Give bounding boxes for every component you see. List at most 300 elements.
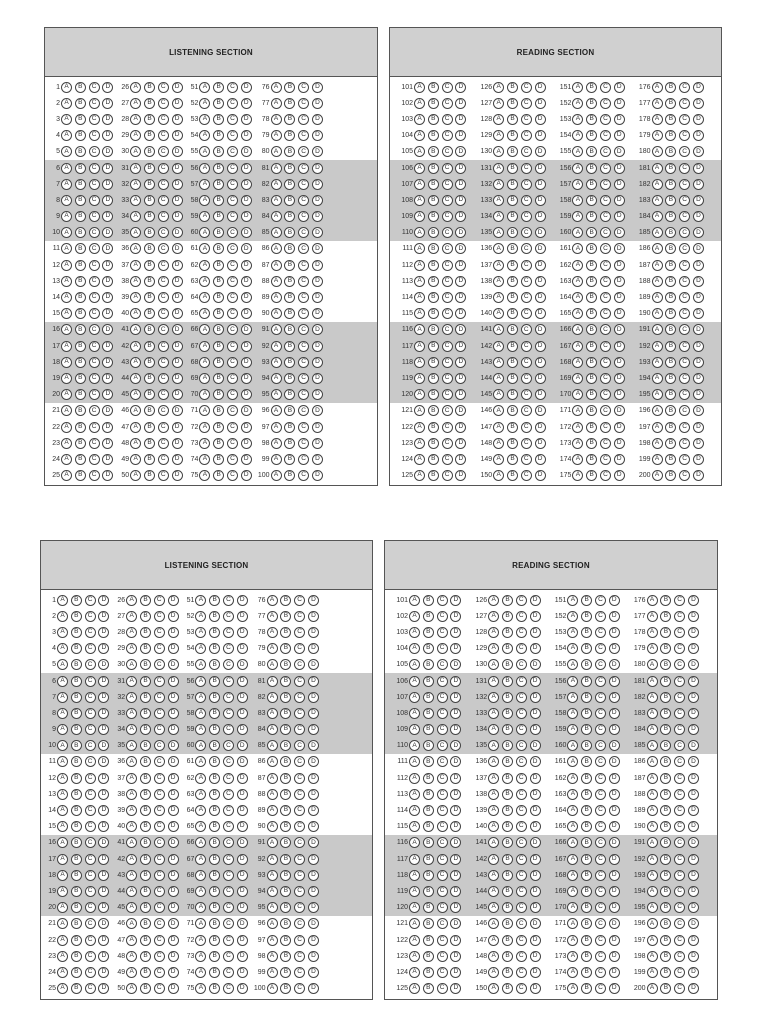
answer-bubble-a[interactable]: A [409, 708, 420, 719]
answer-bubble-b[interactable]: B [284, 114, 295, 125]
answer-bubble-c[interactable]: C [674, 821, 685, 832]
answer-bubble-c[interactable]: C [223, 627, 234, 638]
answer-bubble-d[interactable]: D [450, 773, 461, 784]
answer-bubble-a[interactable]: A [409, 595, 420, 606]
answer-bubble-c[interactable]: C [89, 324, 100, 335]
answer-bubble-d[interactable]: D [688, 659, 699, 670]
answer-bubble-d[interactable]: D [168, 708, 179, 719]
answer-bubble-a[interactable]: A [572, 292, 583, 303]
answer-bubble-a[interactable]: A [199, 389, 210, 400]
answer-bubble-b[interactable]: B [581, 837, 592, 848]
answer-bubble-b[interactable]: B [284, 82, 295, 93]
answer-bubble-d[interactable]: D [455, 324, 466, 335]
answer-bubble-d[interactable]: D [693, 98, 704, 109]
answer-bubble-d[interactable]: D [609, 967, 620, 978]
answer-bubble-a[interactable]: A [57, 967, 68, 978]
answer-bubble-d[interactable]: D [609, 902, 620, 913]
answer-bubble-b[interactable]: B [209, 870, 220, 881]
answer-bubble-c[interactable]: C [437, 740, 448, 751]
answer-bubble-a[interactable]: A [567, 756, 578, 767]
answer-bubble-c[interactable]: C [158, 324, 169, 335]
answer-bubble-a[interactable]: A [199, 179, 210, 190]
answer-bubble-c[interactable]: C [154, 595, 165, 606]
answer-bubble-b[interactable]: B [71, 740, 82, 751]
answer-bubble-c[interactable]: C [600, 438, 611, 449]
answer-bubble-c[interactable]: C [521, 146, 532, 157]
answer-bubble-d[interactable]: D [450, 643, 461, 654]
answer-bubble-d[interactable]: D [308, 692, 319, 703]
answer-bubble-b[interactable]: B [665, 243, 676, 254]
answer-bubble-a[interactable]: A [493, 324, 504, 335]
answer-bubble-c[interactable]: C [595, 659, 606, 670]
answer-bubble-b[interactable]: B [280, 789, 291, 800]
answer-bubble-c[interactable]: C [595, 935, 606, 946]
answer-bubble-a[interactable]: A [126, 773, 137, 784]
answer-bubble-a[interactable]: A [199, 373, 210, 384]
answer-bubble-c[interactable]: C [227, 308, 238, 319]
answer-bubble-b[interactable]: B [665, 422, 676, 433]
answer-bubble-d[interactable]: D [535, 422, 546, 433]
answer-bubble-c[interactable]: C [294, 724, 305, 735]
answer-bubble-d[interactable]: D [308, 821, 319, 832]
answer-bubble-a[interactable]: A [130, 130, 141, 141]
answer-bubble-a[interactable]: A [493, 227, 504, 238]
answer-bubble-b[interactable]: B [75, 82, 86, 93]
answer-bubble-a[interactable]: A [488, 902, 499, 913]
answer-bubble-a[interactable]: A [414, 292, 425, 303]
answer-bubble-c[interactable]: C [679, 276, 690, 287]
answer-bubble-c[interactable]: C [298, 98, 309, 109]
answer-bubble-d[interactable]: D [688, 951, 699, 962]
answer-bubble-c[interactable]: C [154, 708, 165, 719]
answer-bubble-b[interactable]: B [140, 740, 151, 751]
answer-bubble-d[interactable]: D [241, 163, 252, 174]
answer-bubble-b[interactable]: B [428, 454, 439, 465]
answer-bubble-d[interactable]: D [693, 357, 704, 368]
answer-bubble-c[interactable]: C [679, 470, 690, 481]
answer-bubble-b[interactable]: B [209, 708, 220, 719]
answer-bubble-c[interactable]: C [437, 627, 448, 638]
answer-bubble-b[interactable]: B [144, 357, 155, 368]
answer-bubble-c[interactable]: C [154, 983, 165, 994]
answer-bubble-d[interactable]: D [312, 422, 323, 433]
answer-bubble-c[interactable]: C [442, 389, 453, 400]
answer-bubble-b[interactable]: B [71, 773, 82, 784]
answer-bubble-a[interactable]: A [567, 659, 578, 670]
answer-bubble-a[interactable]: A [61, 227, 72, 238]
answer-bubble-b[interactable]: B [213, 308, 224, 319]
answer-bubble-b[interactable]: B [213, 195, 224, 206]
answer-bubble-b[interactable]: B [502, 821, 513, 832]
answer-bubble-b[interactable]: B [581, 935, 592, 946]
answer-bubble-d[interactable]: D [530, 854, 541, 865]
answer-bubble-d[interactable]: D [312, 211, 323, 222]
answer-bubble-a[interactable]: A [647, 854, 658, 865]
answer-bubble-a[interactable]: A [130, 227, 141, 238]
answer-bubble-a[interactable]: A [126, 902, 137, 913]
answer-bubble-c[interactable]: C [442, 470, 453, 481]
answer-bubble-d[interactable]: D [237, 756, 248, 767]
answer-bubble-a[interactable]: A [126, 789, 137, 800]
answer-bubble-a[interactable]: A [572, 260, 583, 271]
answer-bubble-c[interactable]: C [516, 789, 527, 800]
answer-bubble-d[interactable]: D [609, 805, 620, 816]
answer-bubble-c[interactable]: C [89, 422, 100, 433]
answer-bubble-c[interactable]: C [227, 405, 238, 416]
answer-bubble-b[interactable]: B [428, 276, 439, 287]
answer-bubble-c[interactable]: C [298, 308, 309, 319]
answer-bubble-b[interactable]: B [507, 373, 518, 384]
answer-bubble-a[interactable]: A [414, 82, 425, 93]
answer-bubble-a[interactable]: A [126, 756, 137, 767]
answer-bubble-c[interactable]: C [294, 886, 305, 897]
answer-bubble-d[interactable]: D [450, 676, 461, 687]
answer-bubble-d[interactable]: D [530, 627, 541, 638]
answer-bubble-d[interactable]: D [688, 870, 699, 881]
answer-bubble-d[interactable]: D [98, 627, 109, 638]
answer-bubble-c[interactable]: C [521, 341, 532, 352]
answer-bubble-b[interactable]: B [665, 276, 676, 287]
answer-bubble-c[interactable]: C [294, 595, 305, 606]
answer-bubble-d[interactable]: D [241, 341, 252, 352]
answer-bubble-b[interactable]: B [586, 373, 597, 384]
answer-bubble-d[interactable]: D [98, 676, 109, 687]
answer-bubble-b[interactable]: B [423, 692, 434, 703]
answer-bubble-d[interactable]: D [168, 951, 179, 962]
answer-bubble-d[interactable]: D [688, 692, 699, 703]
answer-bubble-c[interactable]: C [158, 422, 169, 433]
answer-bubble-d[interactable]: D [172, 308, 183, 319]
answer-bubble-b[interactable]: B [284, 454, 295, 465]
answer-bubble-d[interactable]: D [455, 422, 466, 433]
answer-bubble-a[interactable]: A [414, 470, 425, 481]
answer-bubble-c[interactable]: C [595, 611, 606, 622]
answer-bubble-b[interactable]: B [75, 179, 86, 190]
answer-bubble-a[interactable]: A [199, 438, 210, 449]
answer-bubble-a[interactable]: A [488, 627, 499, 638]
answer-bubble-a[interactable]: A [57, 951, 68, 962]
answer-bubble-d[interactable]: D [312, 308, 323, 319]
answer-bubble-b[interactable]: B [507, 179, 518, 190]
answer-bubble-a[interactable]: A [493, 276, 504, 287]
answer-bubble-c[interactable]: C [674, 789, 685, 800]
answer-bubble-c[interactable]: C [516, 659, 527, 670]
answer-bubble-c[interactable]: C [595, 902, 606, 913]
answer-bubble-d[interactable]: D [688, 886, 699, 897]
answer-bubble-c[interactable]: C [294, 756, 305, 767]
answer-bubble-a[interactable]: A [199, 243, 210, 254]
answer-bubble-d[interactable]: D [614, 373, 625, 384]
answer-bubble-c[interactable]: C [600, 454, 611, 465]
answer-bubble-b[interactable]: B [660, 789, 671, 800]
answer-bubble-b[interactable]: B [428, 98, 439, 109]
answer-bubble-c[interactable]: C [223, 692, 234, 703]
answer-bubble-c[interactable]: C [227, 260, 238, 271]
answer-bubble-b[interactable]: B [428, 243, 439, 254]
answer-bubble-b[interactable]: B [280, 902, 291, 913]
answer-bubble-c[interactable]: C [442, 292, 453, 303]
answer-bubble-a[interactable]: A [126, 837, 137, 848]
answer-bubble-c[interactable]: C [679, 114, 690, 125]
answer-bubble-c[interactable]: C [521, 211, 532, 222]
answer-bubble-d[interactable]: D [102, 357, 113, 368]
answer-bubble-b[interactable]: B [660, 756, 671, 767]
answer-bubble-d[interactable]: D [693, 276, 704, 287]
answer-bubble-a[interactable]: A [195, 902, 206, 913]
answer-bubble-d[interactable]: D [530, 935, 541, 946]
answer-bubble-b[interactable]: B [140, 611, 151, 622]
answer-bubble-b[interactable]: B [428, 179, 439, 190]
answer-bubble-a[interactable]: A [493, 292, 504, 303]
answer-bubble-b[interactable]: B [660, 773, 671, 784]
answer-bubble-a[interactable]: A [195, 708, 206, 719]
answer-bubble-c[interactable]: C [85, 611, 96, 622]
answer-bubble-c[interactable]: C [679, 438, 690, 449]
answer-bubble-b[interactable]: B [586, 324, 597, 335]
answer-bubble-a[interactable]: A [61, 82, 72, 93]
answer-bubble-a[interactable]: A [488, 886, 499, 897]
answer-bubble-b[interactable]: B [660, 902, 671, 913]
answer-bubble-d[interactable]: D [535, 470, 546, 481]
answer-bubble-a[interactable]: A [572, 130, 583, 141]
answer-bubble-a[interactable]: A [409, 627, 420, 638]
answer-bubble-d[interactable]: D [455, 438, 466, 449]
answer-bubble-c[interactable]: C [227, 276, 238, 287]
answer-bubble-c[interactable]: C [679, 260, 690, 271]
answer-bubble-c[interactable]: C [298, 357, 309, 368]
answer-bubble-b[interactable]: B [75, 195, 86, 206]
answer-bubble-c[interactable]: C [674, 756, 685, 767]
answer-bubble-c[interactable]: C [600, 422, 611, 433]
answer-bubble-b[interactable]: B [581, 627, 592, 638]
answer-bubble-d[interactable]: D [312, 243, 323, 254]
answer-bubble-d[interactable]: D [450, 611, 461, 622]
answer-bubble-c[interactable]: C [227, 470, 238, 481]
answer-bubble-c[interactable]: C [298, 292, 309, 303]
answer-bubble-c[interactable]: C [437, 756, 448, 767]
answer-bubble-a[interactable]: A [195, 773, 206, 784]
answer-bubble-b[interactable]: B [144, 227, 155, 238]
answer-bubble-d[interactable]: D [172, 341, 183, 352]
answer-bubble-d[interactable]: D [237, 854, 248, 865]
answer-bubble-c[interactable]: C [298, 146, 309, 157]
answer-bubble-d[interactable]: D [308, 595, 319, 606]
answer-bubble-c[interactable]: C [679, 163, 690, 174]
answer-bubble-c[interactable]: C [516, 708, 527, 719]
answer-bubble-c[interactable]: C [158, 357, 169, 368]
answer-bubble-d[interactable]: D [609, 789, 620, 800]
answer-bubble-c[interactable]: C [600, 260, 611, 271]
answer-bubble-a[interactable]: A [652, 292, 663, 303]
answer-bubble-a[interactable]: A [652, 324, 663, 335]
answer-bubble-a[interactable]: A [195, 643, 206, 654]
answer-bubble-b[interactable]: B [581, 692, 592, 703]
answer-bubble-d[interactable]: D [172, 98, 183, 109]
answer-bubble-d[interactable]: D [168, 805, 179, 816]
answer-bubble-a[interactable]: A [652, 422, 663, 433]
answer-bubble-b[interactable]: B [502, 967, 513, 978]
answer-bubble-a[interactable]: A [567, 611, 578, 622]
answer-bubble-a[interactable]: A [267, 676, 278, 687]
answer-bubble-c[interactable]: C [89, 130, 100, 141]
answer-bubble-b[interactable]: B [586, 422, 597, 433]
answer-bubble-d[interactable]: D [172, 357, 183, 368]
answer-bubble-d[interactable]: D [693, 292, 704, 303]
answer-bubble-b[interactable]: B [507, 243, 518, 254]
answer-bubble-d[interactable]: D [609, 627, 620, 638]
answer-bubble-a[interactable]: A [61, 438, 72, 449]
answer-bubble-c[interactable]: C [437, 854, 448, 865]
answer-bubble-b[interactable]: B [507, 114, 518, 125]
answer-bubble-b[interactable]: B [140, 886, 151, 897]
answer-bubble-c[interactable]: C [521, 195, 532, 206]
answer-bubble-c[interactable]: C [595, 886, 606, 897]
answer-bubble-c[interactable]: C [158, 292, 169, 303]
answer-bubble-c[interactable]: C [442, 276, 453, 287]
answer-bubble-b[interactable]: B [502, 870, 513, 881]
answer-bubble-d[interactable]: D [614, 438, 625, 449]
answer-bubble-c[interactable]: C [516, 724, 527, 735]
answer-bubble-a[interactable]: A [61, 243, 72, 254]
answer-bubble-d[interactable]: D [609, 756, 620, 767]
answer-bubble-c[interactable]: C [298, 195, 309, 206]
answer-bubble-a[interactable]: A [57, 886, 68, 897]
answer-bubble-b[interactable]: B [581, 902, 592, 913]
answer-bubble-d[interactable]: D [450, 595, 461, 606]
answer-bubble-b[interactable]: B [502, 789, 513, 800]
answer-bubble-b[interactable]: B [209, 967, 220, 978]
answer-bubble-a[interactable]: A [572, 243, 583, 254]
answer-bubble-b[interactable]: B [140, 708, 151, 719]
answer-bubble-d[interactable]: D [450, 886, 461, 897]
answer-bubble-b[interactable]: B [280, 659, 291, 670]
answer-bubble-a[interactable]: A [647, 643, 658, 654]
answer-bubble-d[interactable]: D [98, 918, 109, 929]
answer-bubble-d[interactable]: D [450, 983, 461, 994]
answer-bubble-c[interactable]: C [223, 854, 234, 865]
answer-bubble-b[interactable]: B [71, 676, 82, 687]
answer-bubble-a[interactable]: A [126, 886, 137, 897]
answer-bubble-c[interactable]: C [437, 935, 448, 946]
answer-bubble-c[interactable]: C [298, 324, 309, 335]
answer-bubble-d[interactable]: D [455, 82, 466, 93]
answer-bubble-c[interactable]: C [600, 373, 611, 384]
answer-bubble-c[interactable]: C [158, 211, 169, 222]
answer-bubble-c[interactable]: C [674, 740, 685, 751]
answer-bubble-c[interactable]: C [679, 227, 690, 238]
answer-bubble-c[interactable]: C [442, 211, 453, 222]
answer-bubble-a[interactable]: A [493, 341, 504, 352]
answer-bubble-c[interactable]: C [437, 951, 448, 962]
answer-bubble-b[interactable]: B [660, 643, 671, 654]
answer-bubble-d[interactable]: D [168, 870, 179, 881]
answer-bubble-d[interactable]: D [688, 967, 699, 978]
answer-bubble-b[interactable]: B [586, 454, 597, 465]
answer-bubble-c[interactable]: C [600, 179, 611, 190]
answer-bubble-a[interactable]: A [572, 195, 583, 206]
answer-bubble-d[interactable]: D [530, 692, 541, 703]
answer-bubble-b[interactable]: B [284, 357, 295, 368]
answer-bubble-a[interactable]: A [409, 870, 420, 881]
answer-bubble-d[interactable]: D [530, 659, 541, 670]
answer-bubble-d[interactable]: D [312, 82, 323, 93]
answer-bubble-d[interactable]: D [530, 756, 541, 767]
answer-bubble-d[interactable]: D [312, 146, 323, 157]
answer-bubble-a[interactable]: A [647, 902, 658, 913]
answer-bubble-b[interactable]: B [144, 292, 155, 303]
answer-bubble-b[interactable]: B [280, 724, 291, 735]
answer-bubble-d[interactable]: D [450, 821, 461, 832]
answer-bubble-c[interactable]: C [89, 454, 100, 465]
answer-bubble-d[interactable]: D [308, 854, 319, 865]
answer-bubble-d[interactable]: D [609, 708, 620, 719]
answer-bubble-a[interactable]: A [414, 130, 425, 141]
answer-bubble-d[interactable]: D [450, 854, 461, 865]
answer-bubble-b[interactable]: B [507, 422, 518, 433]
answer-bubble-c[interactable]: C [521, 454, 532, 465]
answer-bubble-b[interactable]: B [284, 422, 295, 433]
answer-bubble-b[interactable]: B [581, 676, 592, 687]
answer-bubble-d[interactable]: D [237, 789, 248, 800]
answer-bubble-c[interactable]: C [437, 595, 448, 606]
answer-bubble-c[interactable]: C [85, 773, 96, 784]
answer-bubble-d[interactable]: D [455, 163, 466, 174]
answer-bubble-a[interactable]: A [267, 756, 278, 767]
answer-bubble-d[interactable]: D [688, 676, 699, 687]
answer-bubble-c[interactable]: C [154, 756, 165, 767]
answer-bubble-d[interactable]: D [172, 373, 183, 384]
answer-bubble-d[interactable]: D [237, 692, 248, 703]
answer-bubble-c[interactable]: C [227, 438, 238, 449]
answer-bubble-b[interactable]: B [284, 98, 295, 109]
answer-bubble-b[interactable]: B [502, 918, 513, 929]
answer-bubble-a[interactable]: A [61, 114, 72, 125]
answer-bubble-d[interactable]: D [609, 918, 620, 929]
answer-bubble-d[interactable]: D [609, 854, 620, 865]
answer-bubble-b[interactable]: B [144, 260, 155, 271]
answer-bubble-a[interactable]: A [195, 967, 206, 978]
answer-bubble-c[interactable]: C [154, 740, 165, 751]
answer-bubble-c[interactable]: C [595, 967, 606, 978]
answer-bubble-c[interactable]: C [516, 611, 527, 622]
answer-bubble-b[interactable]: B [284, 260, 295, 271]
answer-bubble-a[interactable]: A [414, 422, 425, 433]
answer-bubble-b[interactable]: B [660, 886, 671, 897]
answer-bubble-a[interactable]: A [493, 470, 504, 481]
answer-bubble-b[interactable]: B [581, 611, 592, 622]
answer-bubble-c[interactable]: C [89, 211, 100, 222]
answer-bubble-d[interactable]: D [535, 357, 546, 368]
answer-bubble-c[interactable]: C [437, 708, 448, 719]
answer-bubble-b[interactable]: B [660, 967, 671, 978]
answer-bubble-a[interactable]: A [567, 724, 578, 735]
answer-bubble-d[interactable]: D [168, 935, 179, 946]
answer-bubble-c[interactable]: C [298, 243, 309, 254]
answer-bubble-d[interactable]: D [455, 341, 466, 352]
answer-bubble-d[interactable]: D [688, 789, 699, 800]
answer-bubble-c[interactable]: C [674, 870, 685, 881]
answer-bubble-c[interactable]: C [227, 98, 238, 109]
answer-bubble-d[interactable]: D [308, 983, 319, 994]
answer-bubble-d[interactable]: D [168, 740, 179, 751]
answer-bubble-b[interactable]: B [502, 692, 513, 703]
answer-bubble-b[interactable]: B [581, 659, 592, 670]
answer-bubble-a[interactable]: A [126, 692, 137, 703]
answer-bubble-c[interactable]: C [158, 341, 169, 352]
answer-bubble-d[interactable]: D [688, 805, 699, 816]
answer-bubble-d[interactable]: D [614, 130, 625, 141]
answer-bubble-d[interactable]: D [308, 870, 319, 881]
